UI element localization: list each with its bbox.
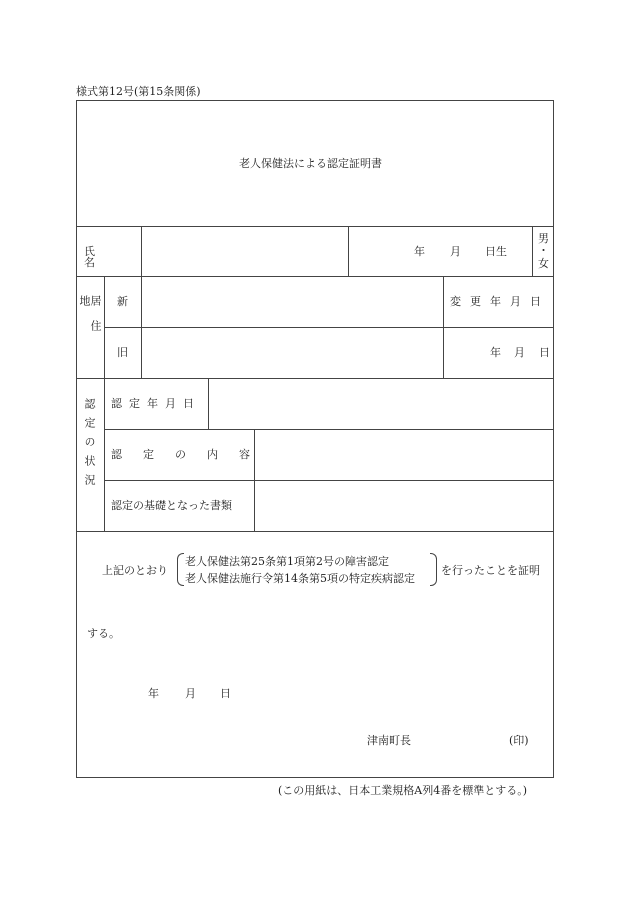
residence-label <box>78 295 102 357</box>
gender-separator: ・ <box>538 244 549 257</box>
divider <box>104 276 105 531</box>
footnote: (この用紙は、日本工業規格A列4番を標準とする。) <box>278 784 528 797</box>
birth-day-suffix: 日生 <box>485 245 507 258</box>
birth-year-label: 年 <box>414 245 425 258</box>
cert-date-label: 認定年月日 <box>111 397 201 410</box>
cert-content-field[interactable] <box>255 430 553 479</box>
cert-date-field[interactable] <box>209 379 553 428</box>
old-date-year: 年 <box>490 346 501 359</box>
old-address-field[interactable] <box>142 328 442 377</box>
residence-label-text: 居住地 <box>78 295 102 345</box>
old-address-label: 旧 <box>117 346 128 359</box>
cert-basis-label: 認定の基礎となった書類 <box>111 499 232 512</box>
issue-year: 年 <box>148 687 159 700</box>
statement-suffix: を行ったことを証明 <box>441 564 540 577</box>
certification-label-text: 認定の状況 <box>83 398 96 493</box>
right-brace <box>430 553 437 586</box>
statement-prefix: 上記のとおり <box>102 564 168 577</box>
cert-basis-field[interactable] <box>255 481 553 530</box>
name-field[interactable] <box>142 227 347 275</box>
form-title: 老人保健法による認定証明書 <box>239 157 382 170</box>
divider <box>348 226 349 276</box>
statement-option-2[interactable]: 老人保健法施行令第14条第5項の特定疾病認定 <box>185 572 415 585</box>
divider <box>532 226 533 276</box>
birth-month-label: 月 <box>450 245 461 258</box>
left-brace <box>177 553 184 586</box>
seal-mark: (印) <box>509 734 529 747</box>
name-label <box>84 245 162 269</box>
change-date-label: 変更年月日 <box>450 295 550 308</box>
divider <box>76 531 554 532</box>
statement-option-1[interactable]: 老人保健法第25条第1項第2号の障害認定 <box>185 555 389 568</box>
form-number: 様式第12号(第15条関係) <box>76 85 201 98</box>
new-address-field[interactable] <box>142 277 442 326</box>
new-address-label: 新 <box>117 295 128 308</box>
statement-continuation: する。 <box>87 627 120 640</box>
divider <box>443 276 444 378</box>
issuer-name: 津南町長 <box>367 734 411 747</box>
cert-content-label: 認定の内容 <box>111 448 271 461</box>
issue-day: 日 <box>220 687 231 700</box>
name-label-text: 氏 名 <box>84 245 162 269</box>
issue-month: 月 <box>185 687 196 700</box>
old-date-day: 日 <box>539 346 550 359</box>
certification-label <box>84 398 96 495</box>
gender-female[interactable]: 女 <box>538 257 549 270</box>
old-date-month: 月 <box>514 346 525 359</box>
gender-male[interactable]: 男 <box>538 232 549 245</box>
